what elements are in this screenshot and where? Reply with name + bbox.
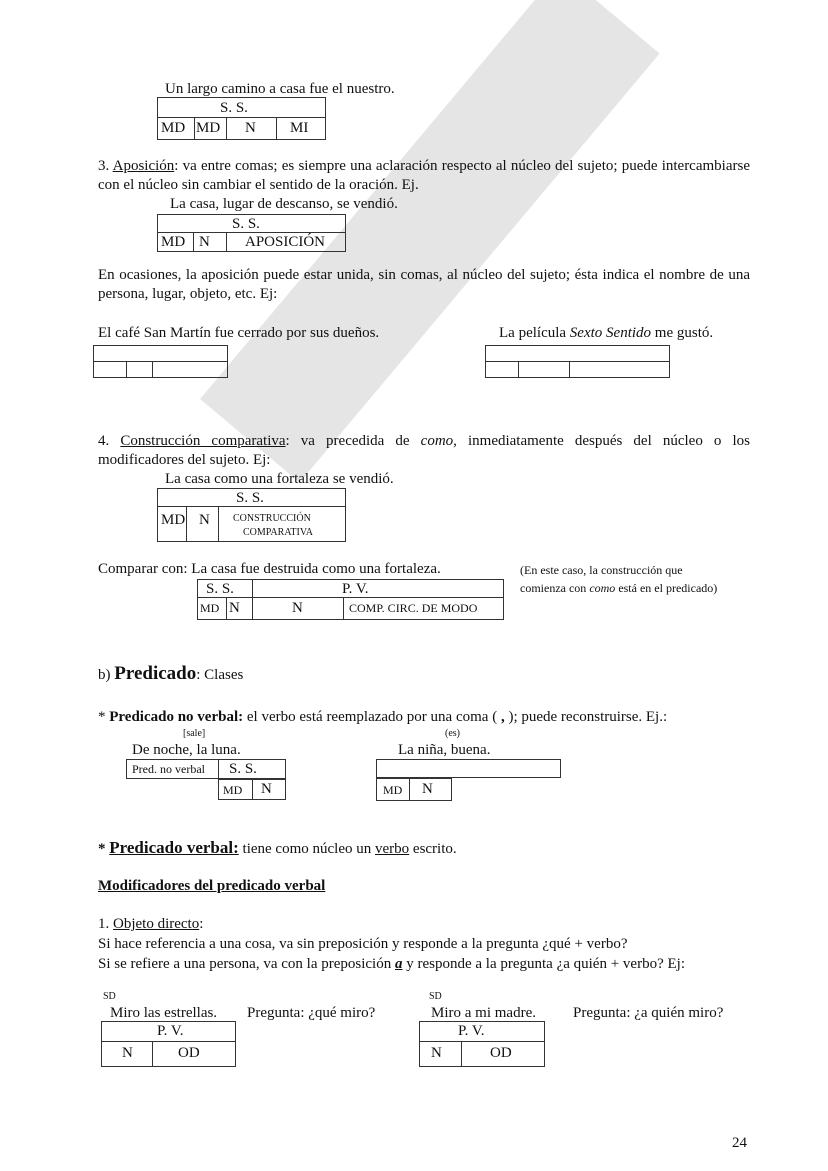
table-cell: MD	[200, 601, 220, 615]
example-sentence: De noche, la luna.	[132, 742, 241, 758]
compare-note: comienza con como está en el predicado)	[520, 581, 718, 595]
example-sentence: La casa, lugar de descanso, se vendió.	[170, 196, 398, 212]
question-text: Pregunta: ¿qué miro?	[247, 1005, 376, 1021]
table-cell: N	[431, 1045, 442, 1061]
table-cell: OD	[178, 1045, 200, 1061]
table-cell: MD	[161, 512, 186, 528]
table-header: P. V.	[342, 581, 369, 597]
table-divider	[218, 506, 219, 542]
compare-note: (En este caso, la construcción que	[520, 563, 683, 577]
table-divider	[569, 361, 570, 378]
example-sentence: La casa como una fortaleza se vendió.	[165, 471, 394, 487]
predicado-verbal: * Predicado verbal: tiene como núcleo un verbo escrito.	[98, 838, 457, 857]
table-divider	[152, 1041, 153, 1067]
table-divider	[193, 232, 194, 252]
table-cell: OD	[490, 1045, 512, 1061]
aposicion-note: En ocasiones, la aposición puede estar unida, sin comas, al núcleo del sujeto; ésta indica el nombre de una persona, lugar, objeto, etc. Ej:	[98, 267, 750, 302]
table-divider	[518, 361, 519, 378]
table-divider	[93, 361, 228, 362]
table-divider	[409, 778, 410, 801]
table-cell: CONSTRUCCIÓN	[233, 513, 311, 524]
table-divider	[461, 1041, 462, 1067]
table-header: S. S.	[220, 100, 248, 116]
question-text: Pregunta: ¿a quién miro?	[573, 1005, 724, 1021]
example-sentence: La película Sexto Sentido me gustó.	[499, 325, 714, 341]
verb-hint: (es)	[445, 728, 460, 739]
table-divider	[186, 506, 187, 542]
sd-label: SD	[429, 991, 442, 1002]
verb-hint: [sale]	[183, 728, 206, 739]
table-divider	[343, 597, 344, 620]
table-header: S. S.	[229, 761, 257, 777]
page-number: 24	[732, 1135, 747, 1151]
table-cell: N	[199, 234, 210, 250]
example-sentence: Miro las estrellas.	[110, 1005, 218, 1021]
table-cell: COMPARATIVA	[243, 527, 314, 538]
table-cell: COMP. CIRC. DE MODO	[349, 601, 478, 615]
example-sentence: Un largo camino a casa fue el nuestro.	[165, 81, 395, 97]
table-divider	[226, 117, 227, 140]
table-divider	[226, 597, 227, 620]
table-divider	[126, 361, 127, 378]
table-header: S. S.	[206, 581, 234, 597]
predicado-heading: b) Predicado: Clases	[98, 663, 244, 684]
table-divider	[252, 579, 253, 620]
comparativa-paragraph: 4. Construcción comparativa: va precedida de como, inmediatamente después del núcleo o los modificadores del sujeto. Ej:	[98, 433, 750, 468]
table-cell: Pred. no verbal	[132, 762, 205, 776]
od-heading: 1. Objeto directo:	[98, 916, 204, 932]
table-divider	[152, 361, 153, 378]
table-cell: MD	[161, 120, 186, 136]
table-divider	[194, 117, 195, 140]
table-divider	[485, 361, 670, 362]
table-header: S. S.	[232, 216, 260, 232]
table-divider	[276, 117, 277, 140]
table-divider	[419, 1041, 545, 1042]
aposicion-paragraph: 3. Aposición: va entre comas; es siempre una aclaración respecto al núcleo del sujeto; puede intercambiarse con el núcleo sin cambiar el sentido de la oración. Ej.	[98, 158, 750, 193]
sd-label: SD	[103, 991, 116, 1002]
table-cell: MD	[161, 234, 186, 250]
table-header: P. V.	[458, 1023, 485, 1039]
table-cell: MI	[290, 120, 309, 136]
example-sentence: El café San Martín fue cerrado por sus dueños.	[98, 325, 380, 341]
od-line: Si hace referencia a una cosa, va sin preposición y responde a la pregunta ¿qué + verbo?	[98, 936, 628, 952]
table-divider	[101, 1041, 236, 1042]
table-cell: N	[122, 1045, 133, 1061]
table-cell: N	[292, 600, 303, 616]
example-sentence: Miro a mi madre.	[431, 1005, 536, 1021]
table-cell: N	[261, 781, 272, 797]
example-sentence: La niña, buena.	[398, 742, 491, 758]
od-line: Si se refiere a una persona, va con la preposición a y responde a la pregunta ¿a quién + verbo? Ej:	[98, 956, 685, 972]
compare-sentence: Comparar con: La casa fue destruida como una fortaleza.	[98, 561, 441, 577]
table-header: P. V.	[157, 1023, 184, 1039]
table-cell: APOSICIÓN	[245, 234, 326, 250]
table-cell: N	[245, 120, 256, 136]
predicado-no-verbal: * Predicado no verbal: el verbo está reemplazado por una coma ( , ); puede reconstruirse. Ej.:	[98, 709, 668, 725]
comparativa-term: Construcción comparativa	[120, 433, 286, 449]
table-divider	[157, 117, 326, 118]
table-cell: N	[229, 600, 240, 616]
table-divider	[252, 779, 253, 800]
table-cell: MD	[223, 783, 243, 797]
table-cell: MD	[196, 120, 221, 136]
table-header: S. S.	[236, 490, 264, 506]
section-title: Modificadores del predicado verbal	[98, 878, 326, 894]
aposicion-term: Aposición	[112, 158, 175, 174]
table-cell: N	[422, 781, 433, 797]
table-cell: N	[199, 512, 210, 528]
table-cell: MD	[383, 783, 403, 797]
table-divider	[226, 232, 227, 252]
exercise-table	[376, 759, 561, 778]
